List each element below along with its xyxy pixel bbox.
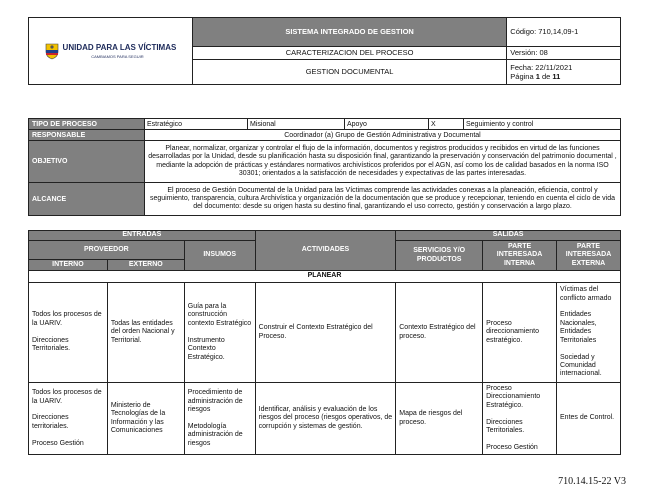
doc-date: Fecha: 22/11/2021	[510, 62, 573, 72]
classification-table	[28, 118, 621, 216]
process-name: GESTION DOCUMENTAL	[192, 59, 506, 84]
cell-interno: Todos los procesos de la UARIV. Direcciones Territoriales.	[29, 283, 108, 383]
parte-externa-header: PARTE INTERESADA EXTERNA	[557, 241, 621, 271]
tipo-apoyo: Apoyo	[345, 119, 429, 130]
page-total: 11	[552, 71, 561, 81]
objetivo-value: Planear, normalizar, organizar y controlar el flujo de la información, documentos y registros producidos y recibidos en virtud de las funciones desarrolladas por la Unidad, desde su planificación hasta su disposición final, garantizando la preservación y conservación del patrimonio documental , mediante la adopción de prácticas y estándares normativos archivísticos proferidos por el AGN, así como los de calidad basados en la norma ISO 30301; orientados a la satisfacción de necesidades y expectativas de las partes interesadas.	[145, 141, 621, 183]
logo-subtitle: CAMBIAMOS PARA SEGUIR	[91, 54, 144, 59]
parte-interna-header: PARTE INTERESADA INTERNA	[483, 241, 557, 271]
cell-actividad: Identificar, análisis y evaluación de los riesgos del proceso (riesgos operativos, de corrupción y sistemas de gestión.	[255, 383, 396, 455]
cell-servicio: Mapa de riesgos del proceso.	[396, 383, 483, 455]
salidas-header: SALIDAS	[396, 231, 621, 241]
tipo-misional: Misional	[248, 119, 345, 130]
interno-header: INTERNO	[29, 260, 108, 271]
cell-parte-interna: Proceso Direccionamiento Estratégico. Direcciones Territoriales. Proceso Gestión	[483, 383, 557, 455]
tipo-seguimiento: Seguimiento y control	[464, 119, 621, 130]
objetivo-label: OBJETIVO	[29, 141, 145, 183]
footer-code: 710.14.15-22 V3	[558, 476, 626, 487]
doc-code: Código: 710,14,09-1	[507, 18, 621, 47]
page-prefix: Página	[510, 71, 536, 81]
alcance-label: ALCANCE	[29, 183, 145, 216]
tipo-estrategico: Estratégico	[145, 119, 248, 130]
responsable-label: RESPONSABLE	[29, 130, 145, 141]
cell-parte-externa: Entes de Control.	[557, 383, 621, 455]
responsable-value: Coordinador (a) Grupo de Gestión Administrativa y Documental	[145, 130, 621, 141]
cell-actividad: Construir el Contexto Estratégico del Proceso.	[255, 283, 396, 383]
table-row	[29, 383, 621, 455]
actividades-header: ACTIVIDADES	[255, 231, 396, 271]
externo-header: EXTERNO	[107, 260, 184, 271]
table-row	[29, 283, 621, 383]
tipo-apoyo-mark: X	[429, 119, 464, 130]
coat-of-arms-icon	[45, 42, 59, 60]
cell-insumos: Guía para la construcción contexto Estratégico Instrumento Contexto Estratégico.	[184, 283, 255, 383]
date-page-cell	[507, 59, 621, 84]
doc-title: CARACTERIZACION DEL PROCESO	[192, 46, 506, 59]
page-current: 1	[535, 71, 540, 81]
page-of: de	[539, 71, 553, 81]
section-planear: PLANEAR	[29, 271, 621, 283]
system-title: SISTEMA INTEGRADO DE GESTION	[192, 18, 506, 47]
cell-externo: Ministerio de Tecnologías de la Información y las Comunicaciones	[107, 383, 184, 455]
cell-externo: Todas las entidades del orden Nacional y Territorial.	[107, 283, 184, 383]
logo-text: UNIDAD PARA LAS VÍCTIMAS	[62, 43, 177, 52]
tipo-label: TIPO DE PROCESO	[29, 119, 145, 130]
cell-insumos: Procedimiento de administración de riesgos Metodología administración de riesgos	[184, 383, 255, 455]
servicios-header: SERVICIOS Y/O PRODUCTOS	[396, 241, 483, 271]
logo-cell	[29, 18, 193, 85]
document-header	[28, 17, 621, 85]
cell-parte-interna: Proceso direccionamiento estratégico.	[483, 283, 557, 383]
cell-servicio: Contexto Estratégico del proceso.	[396, 283, 483, 383]
proveedor-header: PROVEEDOR	[29, 241, 185, 260]
process-matrix	[28, 230, 621, 455]
cell-interno: Todos los procesos de la UARIV. Direcciones territoriales. Proceso Gestión	[29, 383, 108, 455]
alcance-value: El proceso de Gestión Documental de la Unidad para las Víctimas comprende las actividades conexas a la planeación, eficiencia, control y seguimiento, transparencia, cultura Archivística y organización de la documentación que se produce y recepcionar, teniendo en cuenta el ciclo de vida del documento: desde su origen hasta su destino final, garantizando el uso correcto, gestión y conservación a largo plazo.	[145, 183, 621, 216]
cell-parte-externa: Víctimas del conflicto armado Entidades Nacionales, Entidades Territoriales Sociedad y Comunidad internacional.	[557, 283, 621, 383]
doc-version: Versión: 08	[507, 46, 621, 59]
insumos-header: INSUMOS	[184, 241, 255, 271]
entradas-header: ENTRADAS	[29, 231, 256, 241]
